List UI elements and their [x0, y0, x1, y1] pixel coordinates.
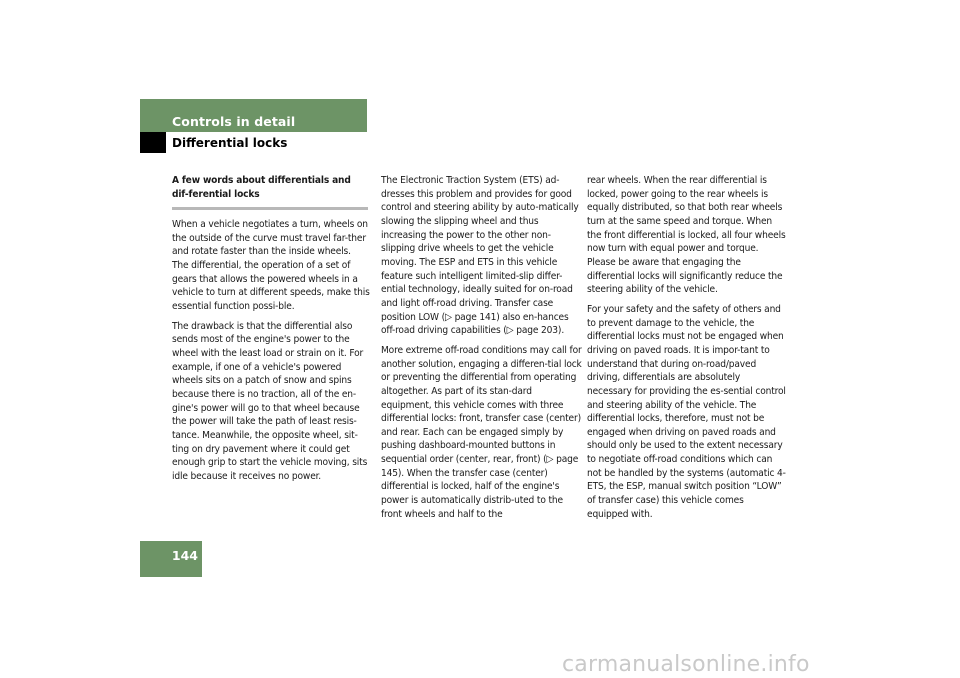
section-subtitle: Differential locks: [172, 136, 288, 150]
page-number: 144: [171, 548, 198, 563]
paragraph: For your safety and the safety of others and to prevent damage to the vehicle, the differential locks must not be engaged when driving on paved roads. It is impor-tant to understand that during on-road/paved driving, differentials are absolutely necessary for providing the es-sential control and steering ability of the vehicle. The differential locks, therefore, must not be engaged when driving on paved roads and should only be used to the extent necessary to negotiate off-road conditions which can not be handled by the systems (automatic 4-ETS, the ESP, manual switch position “LOW” of transfer case) this vehicle comes equipped with.: [587, 303, 786, 520]
paragraph: More extreme off-road conditions may call for another solution, engaging a differen-tial lock or preventing the differential from operating altogether. As part of its stan-dard equipment, this vehicle comes with three differential locks: front, transfer case (center) and rear. Each can be engaged simply by pushing dashboard-mounted buttons in sequential order (center, rear, front) (▷ page 145). When the transfer case (center) differential is locked, half of the engine's power is automatically distrib-uted to the front wheels and half to the: [381, 344, 582, 520]
text-column-2: [381, 174, 583, 527]
black-tab-marker: [140, 132, 166, 153]
section-title: Controls in detail: [172, 114, 296, 129]
watermark: carmanualsonline.info: [562, 652, 810, 677]
paragraph: rear wheels. When the rear differential is locked, power going to the rear wheels is equally distributed, so that both rear wheels turn at the same speed and torque. When the front differential is locked, all four wheels now turn with equal power and torque. Please be aware that engaging the differential locks will significantly reduce the steering ability of the vehicle.: [587, 175, 786, 296]
column-heading: A few words about differentials and dif-ferential locks: [172, 175, 351, 200]
paragraph: The drawback is that the differential also sends most of the engine's power to the wheel with the least load or strain on it. For example, if one of a vehicle's powered wheels sits on a patch of snow and spins because there is no traction, all of the en-gine's power will go to that wheel because the power will take the path of least resis-tance. Meanwhile, the opposite wheel, sit-ting on dry pavement where it could get enough grip to start the vehicle moving, sits idle because it receives no power.: [172, 320, 368, 482]
text-column-1: [172, 174, 370, 489]
heading-divider: [172, 207, 368, 210]
paragraph: When a vehicle negotiates a turn, wheels on the outside of the curve must travel far-ther and rotate faster than the inside wheels. The differential, the operation of a set of gears that allows the powered wheels in a vehicle to turn at different speeds, make this essential function possi-ble.: [172, 219, 370, 312]
paragraph: The Electronic Traction System (ETS) ad-dresses this problem and provides for good control and steering ability by auto-matically slowing the slipping wheel and thus increasing the power to the other non-slipping drive wheels to get the vehicle moving. The ESP and ETS in this vehicle feature such intelligent limited-slip differ-ential technology, ideally suited for on-road and light off-road driving. Transfer case position LOW (▷ page 141) also en-hances off-road driving capabilities (▷ page 203).: [381, 175, 579, 337]
text-column-3: [587, 174, 787, 527]
